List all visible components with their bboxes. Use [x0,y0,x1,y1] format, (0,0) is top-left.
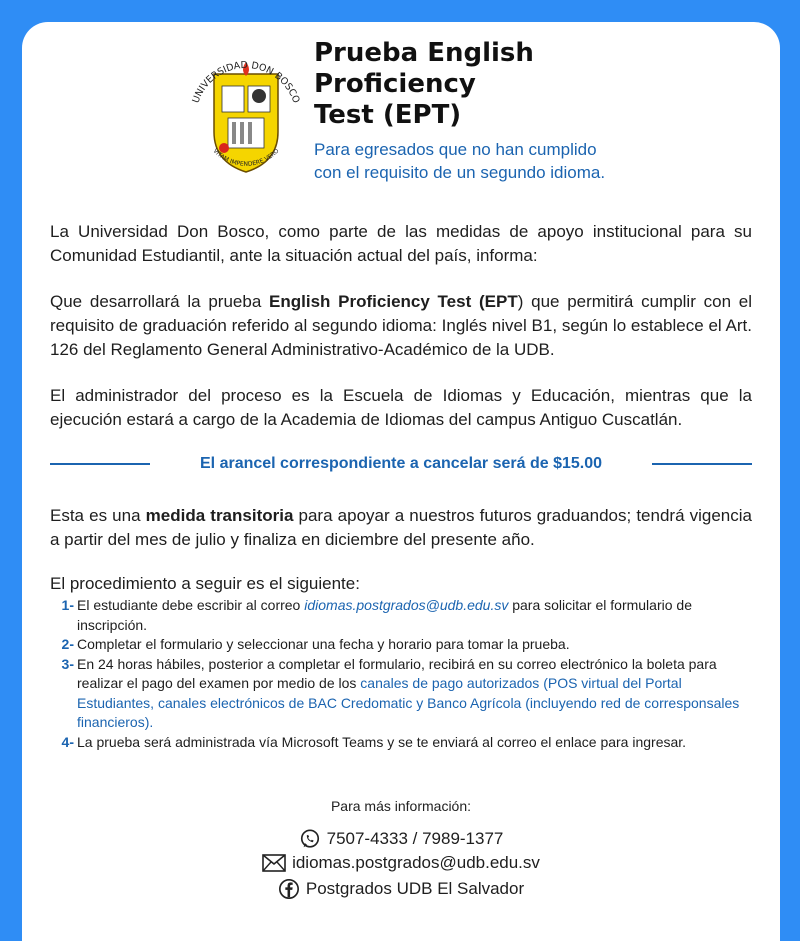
step-number: 1- [61,597,74,613]
fee-banner [50,452,752,476]
title-line-3: Test (EPT) [314,100,462,130]
step-text [77,596,754,635]
procedure-step-2 [50,635,754,655]
step1-post: para solicitar el formulario de inscripción. [77,597,692,633]
transitory-bold: medida transitoria [145,506,294,525]
fee-divider-right [652,463,752,465]
page-title [314,38,734,131]
title-line-2: Proficiency [314,69,476,99]
fee-text: El arancel correspondiente a cancelar será de $15.00 [200,455,602,472]
contact-phone-row [22,828,780,850]
procedure-step-3 [50,655,754,733]
step-number: 4- [61,733,74,750]
transitory-post: para apoyar a nuestros futuros graduandos; tendrá vigencia a partir del mes de julio y finaliza en diciembre del presente año. [50,506,752,549]
ept-paragraph-pre: Que desarrollará la prueba [50,292,270,311]
step3-pre: En 24 horas hábiles, posterior a completar el formulario, recibirá en su correo electrónico la boleta para realizar el pago del examen por medio de los [77,655,717,691]
page-subtitle [314,138,734,184]
step-number: 2- [61,636,74,652]
step-text [77,655,754,733]
step-text: Completar el formulario y seleccionar una fecha y horario para tomar la prueba. [77,636,570,652]
ept-paragraph-post: ) que permitirá cumplir con el requisito de graduación referido al segundo idioma: Inglés nivel B1, según lo establece el Art. 126 del Reglamento General Administrativo-Académico de la UDB. [50,292,752,359]
logo-motto: VITAM IMPENDERE VERO [211,147,281,168]
university-shield-logo [178,44,314,184]
logo-university-name: UNIVERSIDAD DON BOSCO [190,59,302,105]
procedure-step-4 [50,733,754,753]
mail-icon [262,854,286,872]
transitory-pre: Esta es una [50,506,146,525]
facebook-icon [278,878,300,900]
step-number: 3- [61,655,74,672]
subtitle-line-2: con el requisito de un segundo idioma. [314,163,606,182]
contact-title: Para más información: [330,798,472,814]
step1-pre: El estudiante debe escribir al correo [77,597,305,613]
step1-email-link[interactable]: idiomas.postgrados@udb.edu.sv [304,597,509,613]
procedure-step-1 [50,596,754,635]
subtitle-line-1: Para egresados que no han cumplido [314,140,597,159]
ept-paragraph-bold: English Proficiency Test (EPT [269,292,518,311]
ept-paragraph [50,290,752,362]
contact-phone[interactable]: 7507-4333 / 7989-1377 [326,829,504,848]
administrator-paragraph: El administrador del proceso es la Escuela de Idiomas y Educación, mientras que la ejecución estará a cargo de la Academia de Idiomas del campus Antiguo Cuscatlán. [50,386,752,429]
intro-paragraph: La Universidad Don Bosco, como parte de las medidas de apoyo institucional para su Comunidad Estudiantil, ante la situación actual del país, informa: [50,222,752,265]
whatsapp-icon [299,828,321,850]
contact-email-row [22,853,780,873]
step-text: La prueba será administrada vía Microsoft Teams y se te enviará al correo el enlace para ingresar. [77,733,687,750]
contact-email[interactable]: idiomas.postgrados@udb.edu.sv [292,853,540,872]
contact-facebook-row [22,878,780,900]
fee-divider-left [50,463,150,465]
transitory-paragraph [50,504,752,552]
procedure-steps [50,596,754,752]
title-line-1: Prueba English [314,38,534,68]
announcement-card [22,22,780,941]
contact-facebook[interactable]: Postgrados UDB El Salvador [305,879,525,898]
procedure-title: El procedimiento a seguir es el siguiente: [50,574,360,593]
payment-channels-link[interactable]: canales de pago autorizados (POS virtual del Portal Estudiantes, canales electrónicos de BAC Credomatic y Banco Agrícola (incluyendo red de corresponsales financieros). [77,675,740,730]
